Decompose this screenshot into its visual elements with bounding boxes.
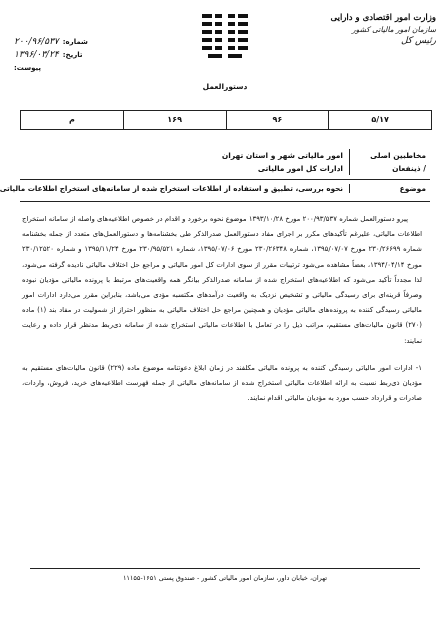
- footer-divider: [30, 568, 420, 569]
- subject-label: موضوع: [399, 184, 426, 193]
- number-cell-serial: ۱۶۹: [123, 111, 226, 129]
- body-item: ۱- ادارات امور مالیاتی رسیدگی کننده به پرونده مالیاتی مکلفند در زمان ابلاغ دعوتنامه موضوع ماده (۲۲۹) قانون مالیات‌های مستقیم به مؤدیان ذی‌ربط نسبت به ارائه اطلاعات مالیاتی استخراج شده از سامانه‌های مالیاتی از جمله فهرست اطلاعیه‌های خرید، فروش، واردات، صادرات و قرارداد حسب مورد به مؤدیان مالیاتی اقدام نمایند.: [22, 363, 422, 403]
- emblem-logo: [200, 10, 250, 62]
- address-block: [0, 145, 430, 202]
- number-row: [14, 36, 126, 49]
- ministry-name: وزارت امور اقتصادی و دارایی: [330, 13, 436, 23]
- letter-meta: [14, 36, 126, 75]
- organization-name: سازمان امور مالیاتی کشور: [352, 25, 436, 34]
- recipients-label: مخاطبین اصلی / ذینفعان: [370, 151, 426, 173]
- date-row: [14, 49, 126, 62]
- recipient-item: ادارات کل امور مالیاتی: [257, 164, 343, 173]
- attachment-row: [14, 62, 126, 75]
- number-cell-code: ۵/۱۷: [328, 111, 431, 129]
- document-type-title: دستورالعمل: [202, 82, 248, 91]
- address-divider: [20, 179, 430, 180]
- date-label: تاریخ:: [62, 51, 83, 59]
- number-label: شماره:: [62, 38, 88, 46]
- number-cell-year: ۹۶: [226, 111, 329, 129]
- office-name: رئیس کل: [400, 36, 436, 46]
- number-cell-type: م: [68, 115, 75, 124]
- subject-text: نحوه بررسی، تطبیق و استفاده از اطلاعات استخراج شده از سامانه‌های استخراج اطلاعات مالیاتی: [0, 184, 350, 193]
- ministry-header: [306, 12, 436, 48]
- footer-address: تهران، خیابان داور، سازمان امور مالیاتی کشور - صندوق پستی ۱۶۵۱-۱۱۱۵۵: [122, 574, 328, 582]
- number-value: ۲۰۰/۹۶/۵۳۷: [14, 37, 59, 47]
- body-paragraph: پیرو دستورالعمل شماره ۲۰۰/۹۳/۵۳۷ مورخ ۱۳۹۳/۱۰/۲۸ موضوع نحوه برخورد و اقدام در خصوص اطلاعیه‌های واصله از سامانه استخراج اطلاعات مالیاتی، علیرغم تأکیدهای مکرر بر اجرای مفاد دستورالعمل صدرالذکر طی بخشنامه‌ها و دستورالعمل‌های متعدد از جمله بخشنامه شماره ۲۳۰/۲۶۶۹۹ مورخ ۱۳۹۵/۰۷/۰۷، شماره ۲۳۰/۲۶۳۴۸ مورخ ۱۳۹۵/۰۷/۰۶، شماره ۲۳۰/۹۵/۵۲۱ مورخ ۱۳۹۵/۱۱/۲۴ و شماره ۲۳۰/۱۲۵۲۰ مورخ ۱۳۹۴/۰۴/۱۴، بعضاً مشاهده می‌شود ترتیبات مقرر از سوی ادارات کل امور مالیاتی و مراجع حل اختلاف مالیاتی نادیده گرفته می‌شود، لذا مجدداً تأکید می‌شود که اطلاعیه‌های استخراج شده از سامانه صدرالذکر بیانگر همه واقعیت‌های مرتبط با پرونده مالیاتی مؤدیان نبوده وصرفاً قرینه‌ای برای رسیدگی مالیاتی و تشخیص نزدیک به واقعیت درآمدهای مکتسبه مؤدی می‌باشد، بنابراین مقرر می‌دارد ادارات امور مالیاتی رسیدگی کننده به پرونده‌های مالیاتی مؤدیان و همچنین مراجع حل اختلاف مالیاتی به منظور احتراز از شمولیت در مفاد بند (۱) ماده (۲۷۰) قانون مالیات‌های مستقیم، مراتب ذیل را در تعامل با اطلاعات مالیاتی استخراج شده از سامانه ذی‌ربط مدنظر قرار داده و رعایت نمایند:: [22, 215, 422, 345]
- recipients-list: [222, 149, 350, 175]
- attachment-label: پیوست:: [14, 64, 41, 72]
- date-value: ۱۳۹۶/۰۳/۲۴: [14, 50, 59, 60]
- instruction-number-bar: [20, 110, 432, 130]
- document-body: [22, 212, 422, 418]
- recipient-item: امور مالیاتی شهر و استان تهران: [221, 151, 343, 160]
